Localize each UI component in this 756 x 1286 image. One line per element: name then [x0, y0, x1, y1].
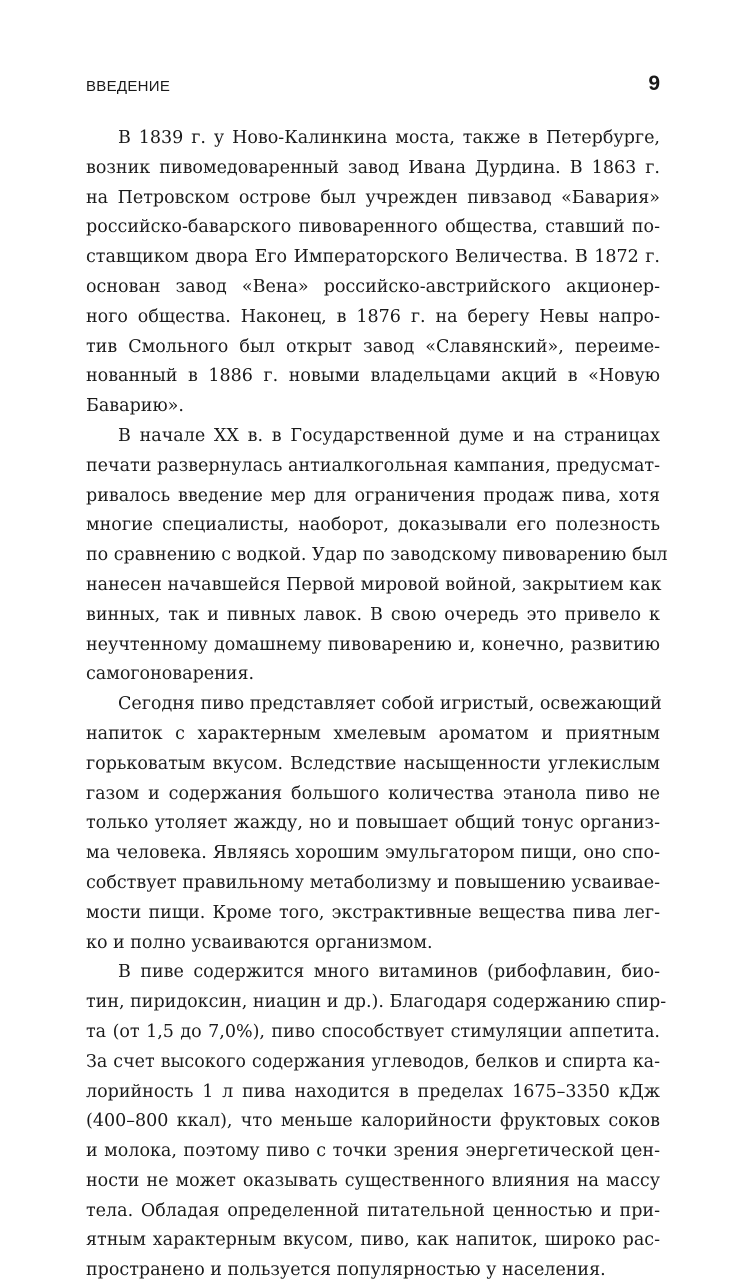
paragraph-line: ко и полно усваиваются организмом.: [86, 932, 433, 953]
paragraph-line: нанесен начавшейся Первой мировой войной, закрытием как: [86, 574, 662, 595]
paragraph-line: неучтенному домашнему пивоварению и, конечно, развитию: [86, 634, 660, 655]
paragraph-line: многие специалисты, наоборот, доказывали его полезность: [86, 515, 660, 536]
running-title: ВВЕДЕНИЕ: [86, 78, 171, 95]
paragraph-line: За счет высокого содержания углеводов, белков и спирта ка-: [86, 1051, 660, 1072]
paragraph-line: ставщиком двора Его Императорского Величества. В 1872 г.: [86, 247, 660, 268]
paragraph-line: тела. Обладая определенной питательной ценностью и при-: [86, 1200, 660, 1221]
page-number: 9: [648, 72, 660, 95]
paragraph-line: ного общества. Наконец, в 1876 г. на берегу Невы напро-: [86, 306, 660, 327]
paragraph-line: возник пивомедоваренный завод Ивана Дурдина. В 1863 г.: [86, 157, 660, 178]
paragraph-line: ности не может оказывать существенного влияния на массу: [86, 1170, 660, 1191]
paragraph: [86, 690, 660, 958]
paragraph-line: собствует правильному метаболизму и повышению усваивае-: [86, 872, 660, 893]
paragraph-line: ривалось введение мер для ограничения продаж пива, хотя: [86, 485, 660, 506]
paragraph-line: Сегодня пиво представляет собой игристый, освежающий: [118, 694, 662, 715]
paragraph-line: горьковатым вкусом. Вследствие насыщенности углекислым: [86, 753, 660, 774]
paragraph-line: газом и содержания большого количества этанола пиво не: [86, 783, 660, 804]
text-body: [86, 124, 668, 1286]
paragraph: [86, 124, 660, 422]
paragraph-line: мости пищи. Кроме того, экстрактивные вещества пива лег-: [86, 902, 660, 923]
paragraph-line: пространено и пользуется популярностью у населения.: [86, 1260, 606, 1281]
paragraph-line: та (от 1,5 до 7,0%), пиво способствует стимуляции аппетита.: [86, 1021, 660, 1042]
paragraph-line: ятным характерным вкусом, пиво, как напиток, широко рас-: [86, 1230, 660, 1251]
paragraph-line: только утоляет жажду, но и повышает общий тонус организ-: [86, 813, 660, 834]
paragraph-line: винных, так и пивных лавок. В свою очередь это привело к: [86, 604, 660, 625]
paragraph-line: лорийность 1 л пива находится в пределах 1675–3350 кДж: [86, 1081, 660, 1102]
paragraph-line: основан завод «Вена» российско-австрийского акционер-: [86, 276, 660, 297]
paragraph-line: и молока, поэтому пиво с точки зрения энергетической цен-: [86, 1141, 660, 1162]
paragraph-line: на Петровском острове был учрежден пивзавод «Бавария»: [86, 187, 660, 208]
paragraph-line: самогоноварения.: [86, 664, 255, 685]
paragraph-line: В пиве содержится много витаминов (рибофлавин, био-: [118, 962, 660, 983]
paragraph-line: печати развернулась антиалкогольная кампания, предусмат-: [86, 455, 660, 476]
paragraph-line: тив Смольного был открыт завод «Славянский», переиме-: [86, 336, 660, 357]
paragraph-line: (400–800 ккал), что меньше калорийности фруктовых соков: [86, 1111, 660, 1132]
paragraph-line: российско-баварского пивоваренного общества, ставший по-: [86, 217, 660, 238]
paragraph: [86, 422, 668, 690]
paragraph-line: В начале XX в. в Государственной думе и на страницах: [118, 425, 660, 446]
paragraph-line: нованный в 1886 г. новыми владельцами акций в «Новую: [86, 366, 660, 387]
page-header: [86, 72, 660, 100]
paragraph-line: напиток с характерным хмелевым ароматом и приятным: [86, 723, 660, 744]
paragraph-line: В 1839 г. у Ново-Калинкина моста, также в Петербурге,: [118, 128, 660, 148]
paragraph-line: ма человека. Являясь хорошим эмульгатором пищи, оно спо-: [86, 843, 660, 864]
paragraph-line: тин, пиридоксин, ниацин и др.). Благодаря содержанию спир-: [86, 992, 667, 1013]
paragraph: [86, 958, 667, 1286]
paragraph-line: по сравнению с водкой. Удар по заводскому пивоварению был: [86, 545, 668, 566]
paragraph-line: Баварию».: [86, 396, 184, 417]
